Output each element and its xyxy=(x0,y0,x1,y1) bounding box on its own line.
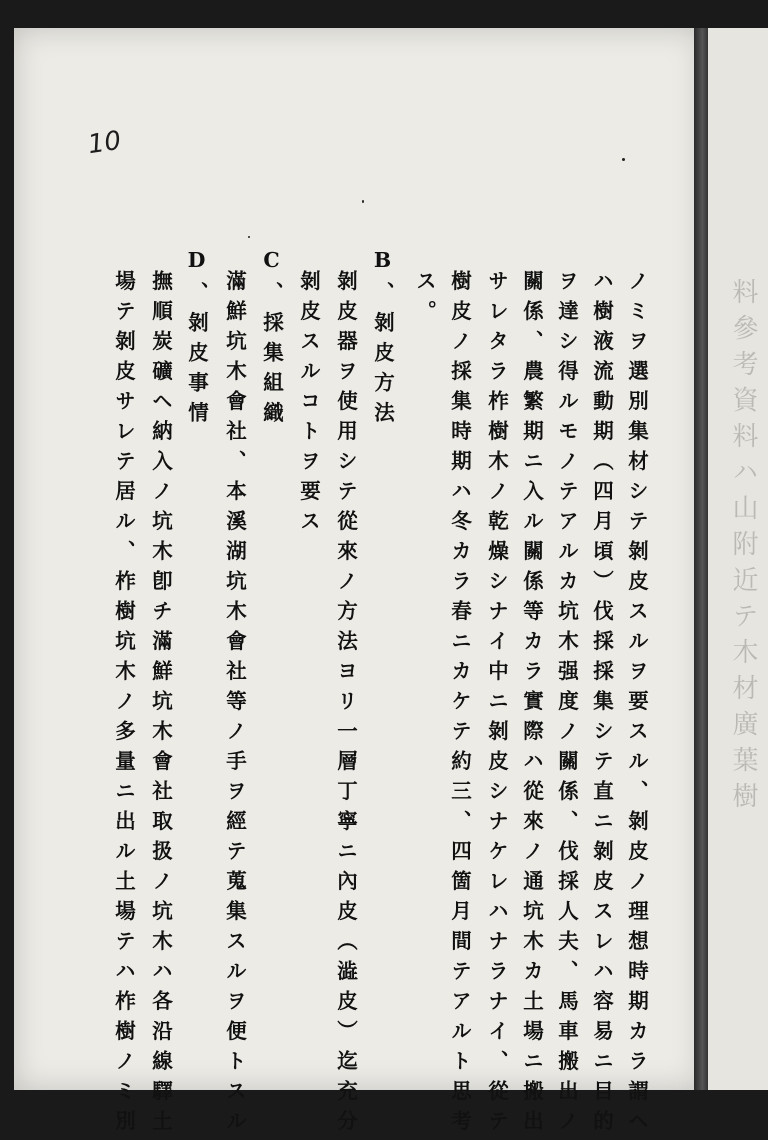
section-heading-d: D、剝皮事情 xyxy=(184,248,209,432)
text-column-7: ス。 xyxy=(412,270,437,330)
page-number: 10 xyxy=(86,125,124,161)
paper-speck xyxy=(362,200,364,203)
text-column-10: 剝皮スルコトヲ要ス xyxy=(296,270,321,540)
text-column-3: ヲ達シ得ルモノテアルカ坑木强度ノ關係、伐採人夫、馬車搬出ノ xyxy=(554,270,579,1140)
section-heading-b: B、剝皮方法 xyxy=(370,248,395,432)
text-column-9: 剝皮器ヲ使用シテ從來ノ方法ヨリ一層丁寧ニ內皮（澁皮）迄充分 xyxy=(333,270,358,1140)
section-heading-c: C、採集組織 xyxy=(259,248,284,432)
paper-speck xyxy=(248,236,250,238)
text-column-15: 場テ剝皮サレテ居ル、柞樹坑木ノ多量ニ出ル土場テハ柞樹ノミ別 xyxy=(111,270,136,1140)
text-column-5: サレタラ柞樹木ノ乾燥シナイ中ニ剝皮シナケレハナラナイ、從テ xyxy=(484,270,509,1140)
text-column-2: ハ樹液流動期（四月頃）伐採採集シテ直ニ剝皮スレハ容易ニ目的 xyxy=(589,270,614,1140)
paper-speck xyxy=(622,158,625,161)
bleed-through-text: 料參考資料ハ山附近テ木材廣葉樹 xyxy=(728,278,758,818)
text-column-14: 撫順炭礦ヘ納入ノ坑木卽チ滿鮮坑木會社取扱ノ坑木ハ各沿線驛土 xyxy=(148,270,173,1140)
book-gutter xyxy=(694,28,708,1090)
adjacent-page-edge xyxy=(708,28,768,1090)
text-column-1: ノミヲ選別集材シテ剝皮スルヲ要スル、剝皮ノ理想時期カラ謂ヘ xyxy=(624,270,649,1140)
text-column-4: 關係、農繁期ニ入ル關係等カラ實際ハ從來ノ通坑木カ土場ニ搬出 xyxy=(519,270,544,1140)
text-column-6: 樹皮ノ採集時期ハ冬カラ春ニカケテ約三、四箇月間テアルト思考 xyxy=(447,270,472,1140)
text-column-12: 滿鮮坑木會社、本溪湖坑木會社等ノ手ヲ經テ蒐集スルヲ便トスル xyxy=(222,270,247,1140)
